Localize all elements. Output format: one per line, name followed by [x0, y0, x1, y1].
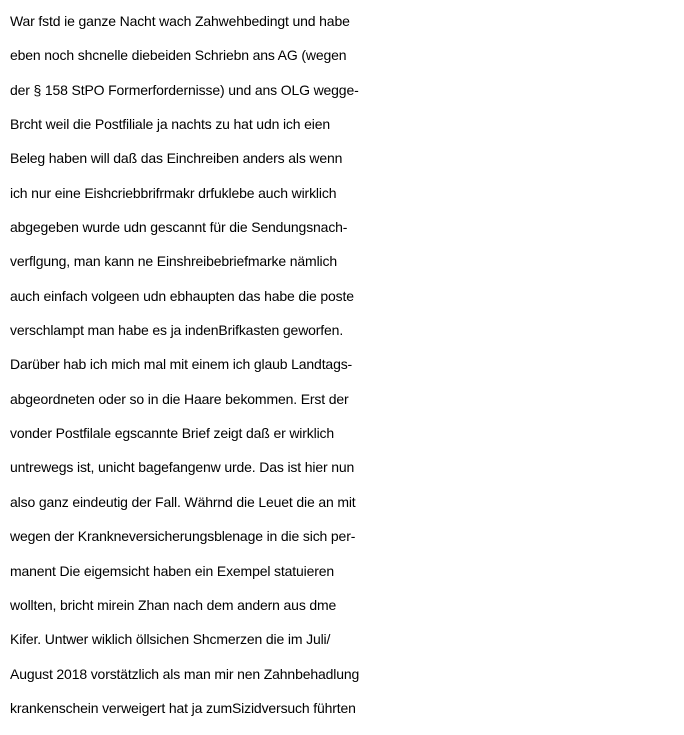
text-line: untrewegs ist, unicht bagefangenw urde. Das ist hier nun — [10, 459, 355, 476]
text-line: verflgung, man kann ne Einshreibebriefmarke nämlich — [10, 253, 337, 270]
text-line: vonder Postfilale egscannte Brief zeigt daß er wirklich — [10, 425, 335, 442]
text-line: abgegeben wurde udn gescannt für die Sendungsnach- — [10, 219, 348, 236]
text-line: War fstd ie ganze Nacht wach Zahwehbedingt und habe — [10, 13, 350, 29]
text-line: wegen der Krankneversicherungsblenage in die sich per- — [10, 528, 356, 545]
text-line: der § 158 StPO Formerfordernisse) und ans OLG wegge- — [10, 81, 359, 98]
text-line: eben noch shcnelle diebeiden Schriebn ans AG (wegen — [10, 47, 347, 64]
text-line: Brcht weil die Postfiliale ja nachts zu hat udn ich eien — [10, 116, 331, 133]
text-line: also ganz eindeutig der Fall. Währnd die Leuet die an mit — [10, 493, 356, 510]
text-line: krankenschein verweigert hat ja zumSizidversuch führten — [10, 699, 356, 716]
text-line: verschlampt man habe es ja indenBrifkasten geworfen. — [10, 322, 344, 339]
text-line: ich nur eine Eishcriebbrifrmakr drfuklebe auch wirklich — [10, 184, 337, 201]
text-line: Darüber hab ich mich mal mit einem ich glaub Landtags- — [10, 356, 353, 373]
document-text — [10, 4, 680, 725]
text-line: wollten, bricht mirein Zhan nach dem andern aus dme — [10, 596, 337, 613]
text-line: auch einfach volgeen udn ebhaupten das habe die poste — [10, 287, 354, 304]
text-line: manent Die eigemsicht haben ein Exempel statuieren — [10, 562, 335, 579]
text-line: abgeordneten oder so in die Haare bekommen. Erst der — [10, 390, 349, 407]
text-line: August 2018 vorstätzlich als man mir nen Zahnbehadlung — [10, 665, 360, 682]
text-line: Beleg haben will daß das Einchreiben anders als wenn — [10, 150, 343, 167]
text-line: Kifer. Untwer wiklich öllsichen Shcmerzen die im Juli/ — [10, 631, 331, 648]
